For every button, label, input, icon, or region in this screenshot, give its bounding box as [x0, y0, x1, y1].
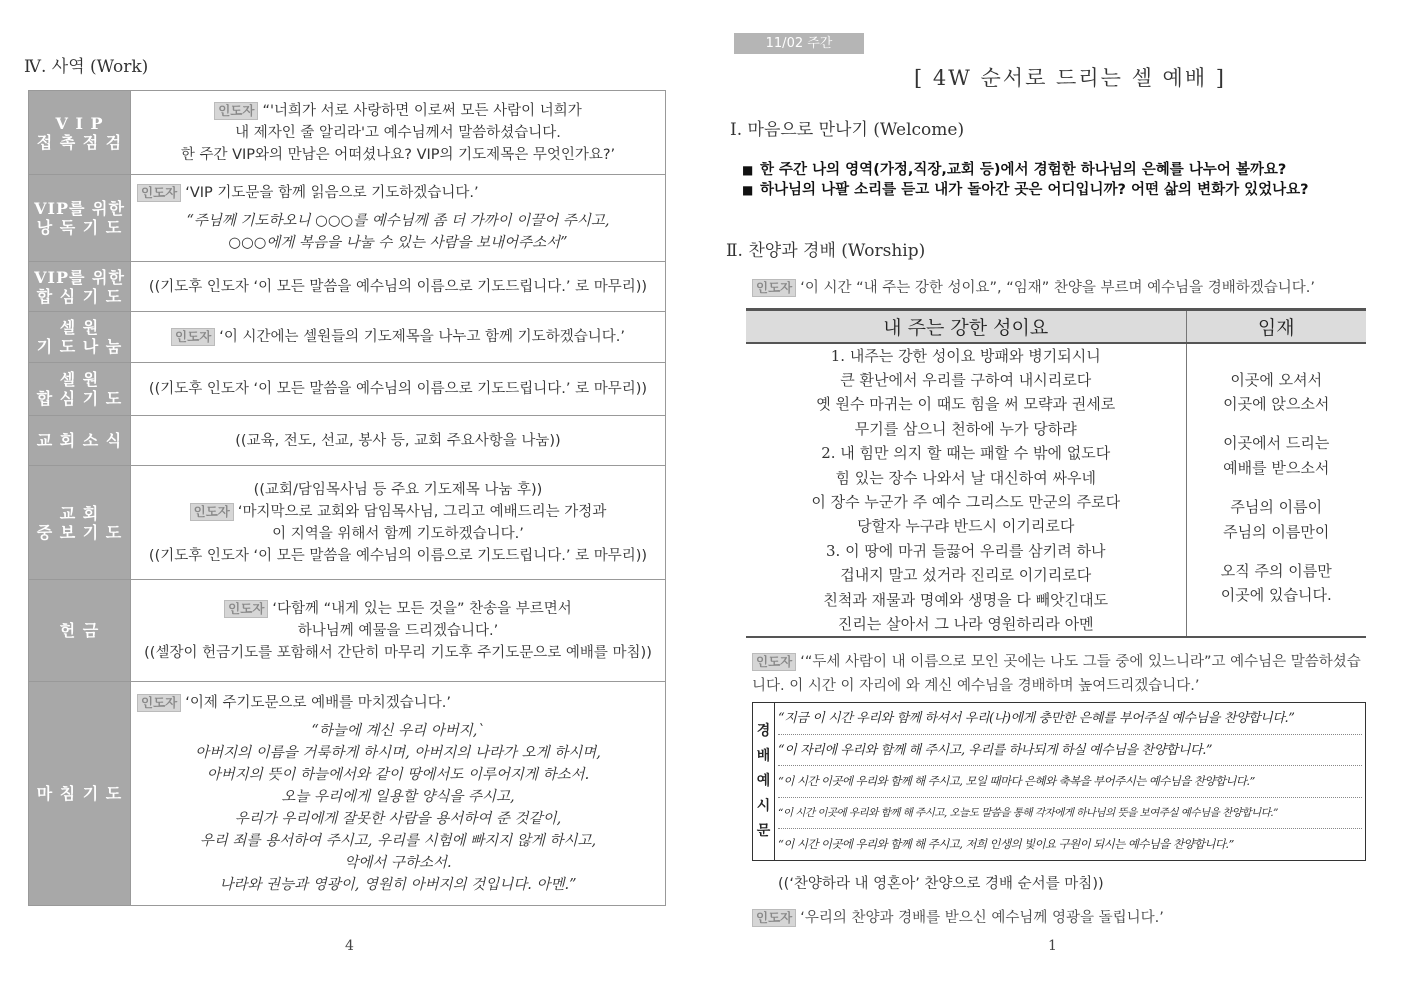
final-lead: 인도자 ‘우리의 찬양과 경배를 받으신 예수님께 영광을 돌립니다.’	[752, 906, 1372, 930]
song1-stanza: 3. 이 땅에 마귀 들끓어 우리를 삼키려 하나 겁내지 말고 섰거라 진리로 이기리로다 친척과 재물과 명예와 생명을 다 빼앗긴대도 진리는 살아서 그 나라 영원하리라 아멘	[823, 541, 1109, 633]
row-content: ((기도후 인도자 ‘이 모든 말씀을 예수님의 이름으로 기도드립니다.’ 로 마무리))	[131, 363, 666, 416]
worship-examples-label: 경 배 예 시 문	[753, 703, 775, 860]
row-content: ((교회/담임목사님 등 주요 기도제목 나눔 후)) 인도자 ‘마지막으로 교회와 담임목사님, 그리고 예배드리는 가정과 이 지역을 위해서 함께 기도하겠습니다.’ ((기도후 인도자 ‘이 모든 말씀을 예수님의 이름으로 기도드립니다.’ 로 마무리))	[131, 466, 666, 580]
row-offering	[29, 580, 666, 682]
row-content: 인도자 ‘이제 주기도문으로 예배를 마치겠습니다.’ “하늘에 계신 우리 아버지,` 아버지의 이름을 거룩하게 하시며, 아버지의 나라가 오게 하시며, 아버지의 뜻이 하늘에서와 같이 땅에서도 이루어지게 하소서. 오늘 우리에게 일용할 양식을 주시고, 우리가 우리에게 잘못한 사람을 용서하여 준 것같이, 우리 죄를 용서하여 주시고, 우리를 시험에 빠지지 않게 하시고, 악에서 구하소서. 나라와 권능과 영광이, 영원히 아버지의 것입니다. 아멘.”	[131, 682, 666, 906]
page-title: [ 4W 순서로 드리는 셀 예배 ]	[914, 66, 1226, 90]
row-content: 인도자 ‘이 시간에는 셀원들의 기도제목을 나누고 함께 기도하겠습니다.’	[131, 312, 666, 363]
section-title-work: Ⅳ. 사역 (Work)	[24, 57, 149, 77]
welcome-questions	[742, 160, 1372, 200]
row-cell-group-prayer	[29, 363, 666, 416]
leader-tag: 인도자	[752, 279, 796, 297]
row-label: 마 침 기 도	[29, 682, 131, 906]
welcome-question: ■ 한 주간 나의 영역(가정,직장,교회 등)에서 경험한 하나님의 은혜를 나누어 볼까요?	[742, 160, 1372, 180]
worship-example: “지금 이 시간 우리와 함께 하셔서 우리(나)에게 충만한 은혜를 부어주실 예수님을 찬양합니다.”	[778, 703, 1362, 735]
leader-tag: 인도자	[137, 694, 181, 712]
row-label: 교 회 소 식	[29, 416, 131, 466]
closing-note: ((‘찬양하라 내 영혼아’ 찬양으로 경배 순서를 마침))	[778, 876, 1104, 892]
work-table	[28, 90, 666, 906]
leader-tag: 인도자	[171, 328, 215, 346]
row-label: V I P 접 촉 점 검	[29, 91, 131, 175]
worship-lead: 인도자 ‘이 시간 “내 주는 강한 성이요”, “임재” 찬양을 부르며 예수님을 경배하겠습니다.’	[752, 276, 1372, 300]
section-title-welcome: Ⅰ. 마음으로 만나기 (Welcome)	[730, 120, 965, 140]
song2-stanza: 주님의 이름이 주님의 이름만이	[1223, 498, 1330, 541]
section-title-worship: Ⅱ. 찬양과 경배 (Worship)	[726, 241, 926, 261]
date-badge: 11/02 주간	[734, 33, 864, 54]
fellowship-lead: 인도자 ‘“두세 사람이 내 이름으로 모인 곳에는 나도 그들 중에 있느니라”고 예수님은 말씀하셨습니다. 이 시간 이 자리에 와 계신 예수님을 경배하며 높여드리겠습니다.’	[752, 654, 1361, 694]
worship-example: “이 시간 이곳에 우리와 함께 해 주시고, 모일 때마다 은혜와 축복을 부어주시는 예수님을 찬양합니다.”	[778, 766, 1362, 798]
row-church-news	[29, 416, 666, 466]
page-number: 4	[345, 938, 354, 954]
row-label: 헌 금	[29, 580, 131, 682]
song2-stanza: 이곳에서 드리는 예배를 받으소서	[1223, 434, 1330, 477]
leader-tag: 인도자	[752, 909, 796, 927]
row-church-intercession	[29, 466, 666, 580]
row-content: ((교육, 전도, 선교, 봉사 등, 교회 주요사항을 나눔))	[131, 416, 666, 466]
row-vip-group-prayer	[29, 262, 666, 312]
welcome-question: ■ 하나님의 나팔 소리를 듣고 내가 돌아간 곳은 어디입니까? 어떤 삶의 변화가 있었나요?	[742, 180, 1372, 200]
row-vip-reading-prayer	[29, 175, 666, 262]
song-table	[746, 308, 1366, 638]
leader-tag: 인도자	[137, 184, 181, 202]
song1-title: 내 주는 강한 성이요	[746, 310, 1186, 343]
song2-stanza: 오직 주의 이름만 이곳에 있습니다.	[1220, 561, 1332, 605]
song2-title: 임재	[1186, 310, 1366, 343]
row-content: 인도자 ‘다함께 “내게 있는 모든 것을” 찬송을 부르면서 하나님께 예물을 드리겠습니다.’ ((셀장이 헌금기도를 포함해서 간단히 마무리 기도후 주기도문으로 예배를 마침))	[131, 580, 666, 682]
row-label: 셀 원 합 심 기 도	[29, 363, 131, 416]
left-page	[0, 0, 700, 992]
row-content: 인도자 ‘VIP 기도문을 함께 읽음으로 기도하겠습니다.’ “주님께 기도하오니 ○○○를 예수님께 좀 더 가까이 이끌어 주시고, ○○○에게 복음을 나눌 수 있는 사람을 보내어주소서”	[131, 175, 666, 262]
row-label: VIP를 위한 합 심 기 도	[29, 262, 131, 312]
song1-stanza: 1. 내주는 강한 성이요 방패와 병기되시니 큰 환난에서 우리를 구하여 내시리로다 옛 원수 마귀는 이 때도 힘을 써 모략과 권세로 무기를 삼으니 천하에 누가 당하랴	[816, 346, 1116, 438]
row-label: VIP를 위한 낭 독 기 도	[29, 175, 131, 262]
worship-examples-list	[775, 703, 1365, 860]
row-content: ((기도후 인도자 ‘이 모든 말씀을 예수님의 이름으로 기도드립니다.’ 로 마무리))	[131, 262, 666, 312]
row-closing-prayer	[29, 682, 666, 906]
row-label: 셀 원 기 도 나 눔	[29, 312, 131, 363]
leader-tag: 인도자	[214, 102, 258, 120]
leader-tag: 인도자	[752, 653, 796, 671]
worship-example: “이 자리에 우리와 함께 해 주시고, 우리를 하나되게 하실 예수님을 찬양합니다.”	[778, 735, 1362, 767]
song2-lyrics	[1186, 343, 1366, 638]
row-cell-prayer-sharing	[29, 312, 666, 363]
song2-stanza: 이곳에 오셔서 이곳에 앉으소서	[1223, 370, 1330, 413]
row-content: 인도자 “'너희가 서로 사랑하면 이로써 모든 사람이 너희가 내 제자인 줄 알리라'고 예수님께서 말씀하셨습니다. 한 주간 VIP와의 만남은 어떠셨나요? VIP의 기도제목은 무엇인가요?’	[131, 91, 666, 175]
page-number: 1	[1048, 938, 1057, 954]
worship-example: “이 시간 이곳에 우리와 함께 해 주시고, 오늘도 말씀을 통해 각자에게 하나님의 뜻을 보여주실 예수님을 찬양합니다.”	[778, 798, 1362, 830]
row-vip-check	[29, 91, 666, 175]
song1-stanza: 2. 내 힘만 의지 할 때는 패할 수 밖에 없도다 힘 있는 장수 나와서 날 대신하여 싸우네 이 장수 누군가 주 예수 그리스도 만군의 주로다 당할자 누구랴 반드시 이기리로다	[811, 444, 1121, 536]
worship-examples-box	[752, 702, 1366, 861]
song1-lyrics	[746, 343, 1186, 638]
right-page	[700, 0, 1403, 992]
worship-example: “이 시간 이곳에 우리와 함께 해 주시고, 저희 인생의 빛이요 구원이 되시는 예수님을 찬양합니다.”	[778, 837, 1234, 851]
leader-tag: 인도자	[224, 600, 268, 618]
leader-tag: 인도자	[190, 503, 234, 521]
row-label: 교 회 중 보 기 도	[29, 466, 131, 580]
